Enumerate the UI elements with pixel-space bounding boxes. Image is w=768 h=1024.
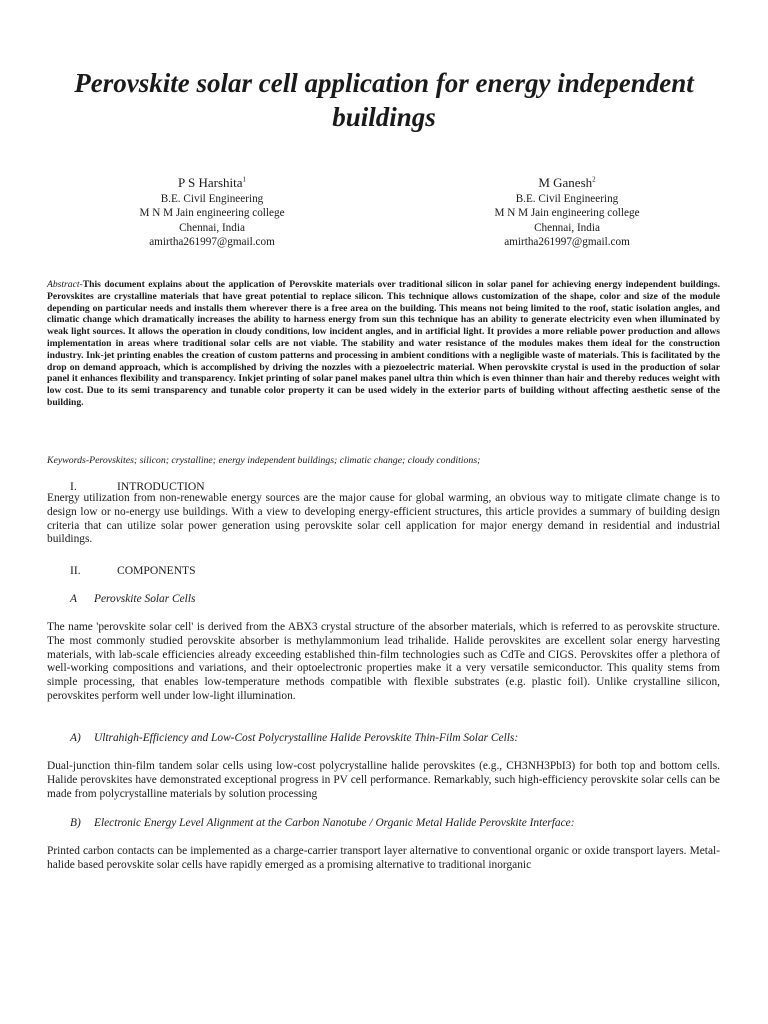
- subsection-title: Perovskite Solar Cells: [94, 593, 196, 605]
- subsection-number: A: [70, 593, 77, 605]
- perovskite-paragraph: The name 'perovskite solar cell' is derived from the ABX3 crystal structure of the absorber materials, which is referred to as perovskite structure. The most commonly studied perovskite absorber is methylammonium lead trihalide. Halide perovskites are excellent solar energy harvesting materials, with lab-scale efficiencies already exceeding established thin-film technologies such as CdTe and CIGS. Perovskites offer a plethora of well-working compositions and variations, and their optoelectronic properties make it a very versatile semiconductor. This quality stems from simple processing, that enables low-temperature methods compatible with flexible substrates (e.g. plastic foil). Unlike crystalline silicon, perovskites perform well under low-light illumination.: [47, 621, 720, 702]
- abstract-label: Abstract-: [47, 279, 83, 290]
- author-name: M Ganesh$^2$: [538, 175, 596, 190]
- author-degree: B.E. Civil Engineering: [515, 193, 619, 205]
- subsection-heading-ultrahigh-efficiency: [70, 731, 518, 745]
- subsection-heading-carbon-nanotube: [70, 816, 575, 830]
- abstract: [47, 279, 720, 409]
- dual-junction-paragraph: Dual-junction thin-film tandem solar cells using low-cost polycrystalline halide perovskites (e.g., CH3NH3PbI3) for both top and bottom cells. Halide perovskites have demonstrated exceptional progress in PV cell performance. Remarkably, such high-efficiency perovskite solar cells can be made from polycrystalline materials by solution processing: [47, 760, 720, 800]
- abstract-body: This document explains about the application of Perovskite materials over traditional silicon in solar panel for achieving energy independent buildings. Perovskites are crystalline materials that have great potential to replace silicon. This technique allows customization of the shape, color and size of the module depending on particular needs and installs them wherever there is a free area on the building. This means not being limited to the roof, static isolation angles, and climatic change which dramatically increases the ability to harness energy from sun this technique has an ability to generate electricity even when illuminated by weak light sources. It allows the operation in cloudy conditions, low incident angles, and in artificial light. It provides a more reliable power production and allows implementation in areas where traditional solar cells are not viable. The stability and water resistance of the modules makes them ideal for the construction industry. Ink-jet printing enables the creation of custom patterns and processing in ambient conditions with a negligible waste of materials. This is facilitated by the drop on demand approach, which is accomplished by driving the nozzles with a piezoelectric material. When perovskite crystal is used in the production of solar panel it enhances flexibility and transparency. Inkjet printing of solar panel makes panel ultra thin which is even thinner than hair and thereby reduces weight with low cost. Due to its semi transparency and tunable color property it can be used widely in the exterior parts of building without affecting aesthetic sense of the building.: [47, 279, 720, 408]
- subsection-number: A): [70, 732, 81, 744]
- section-heading-components: [70, 564, 196, 578]
- section-number: I.: [70, 480, 77, 493]
- introduction-paragraph: Energy utilization from non-renewable energy sources are the major cause for global warming, an obvious way to mitigate climate change is to design low or no-energy use buildings. With a view to developing energy-efficient structures, this article provides a summary of building design criteria that can utilize solar power generation using perovskite solar cell application for major energy demand in residential and industrial buildings.: [47, 492, 720, 546]
- subsection-title: Electronic Energy Level Alignment at the Carbon Nanotube / Organic Metal Halide Perovskite Interface:: [94, 817, 575, 829]
- author-name: P S Harshita$^1$: [177, 175, 247, 190]
- author-email: amirtha261997@gmail.com: [504, 236, 630, 249]
- subsection-number: B): [70, 817, 81, 829]
- author-block-1: [62, 174, 362, 250]
- subsection-heading-perovskite-solar-cells: [70, 592, 195, 606]
- author-superscript: 1: [242, 175, 247, 184]
- author-email: amirtha261997@gmail.com: [149, 236, 275, 249]
- keywords: Keywords-Perovskites; silicon; crystalline; energy independent buildings; climatic change; cloudy conditions;: [47, 455, 481, 466]
- section-title: COMPONENTS: [117, 564, 196, 577]
- subsection-title: Ultrahigh-Efficiency and Low-Cost Polycrystalline Halide Perovskite Thin-Film Solar Cells:: [94, 732, 519, 744]
- author-location: Chennai, India: [534, 221, 600, 234]
- paper-title: Perovskite solar cell application for energy independent buildings: [74, 68, 694, 132]
- author-institution: M N M Jain engineering college: [139, 207, 285, 220]
- printed-carbon-paragraph: Printed carbon contacts can be implemented as a charge-carrier transport layer alternative to conventional organic or oxide transport layers. Metal-halide based perovskite solar cells have rapidly emerged as a promising alternative to traditional inorganic: [47, 845, 720, 871]
- author-degree: B.E. Civil Engineering: [160, 193, 264, 205]
- section-title: INTRODUCTION: [117, 480, 205, 493]
- author-location: Chennai, India: [179, 221, 245, 234]
- author-superscript: 2: [592, 175, 596, 184]
- section-number: II.: [70, 564, 81, 577]
- author-block-2: [417, 174, 717, 250]
- author-institution: M N M Jain engineering college: [494, 207, 640, 220]
